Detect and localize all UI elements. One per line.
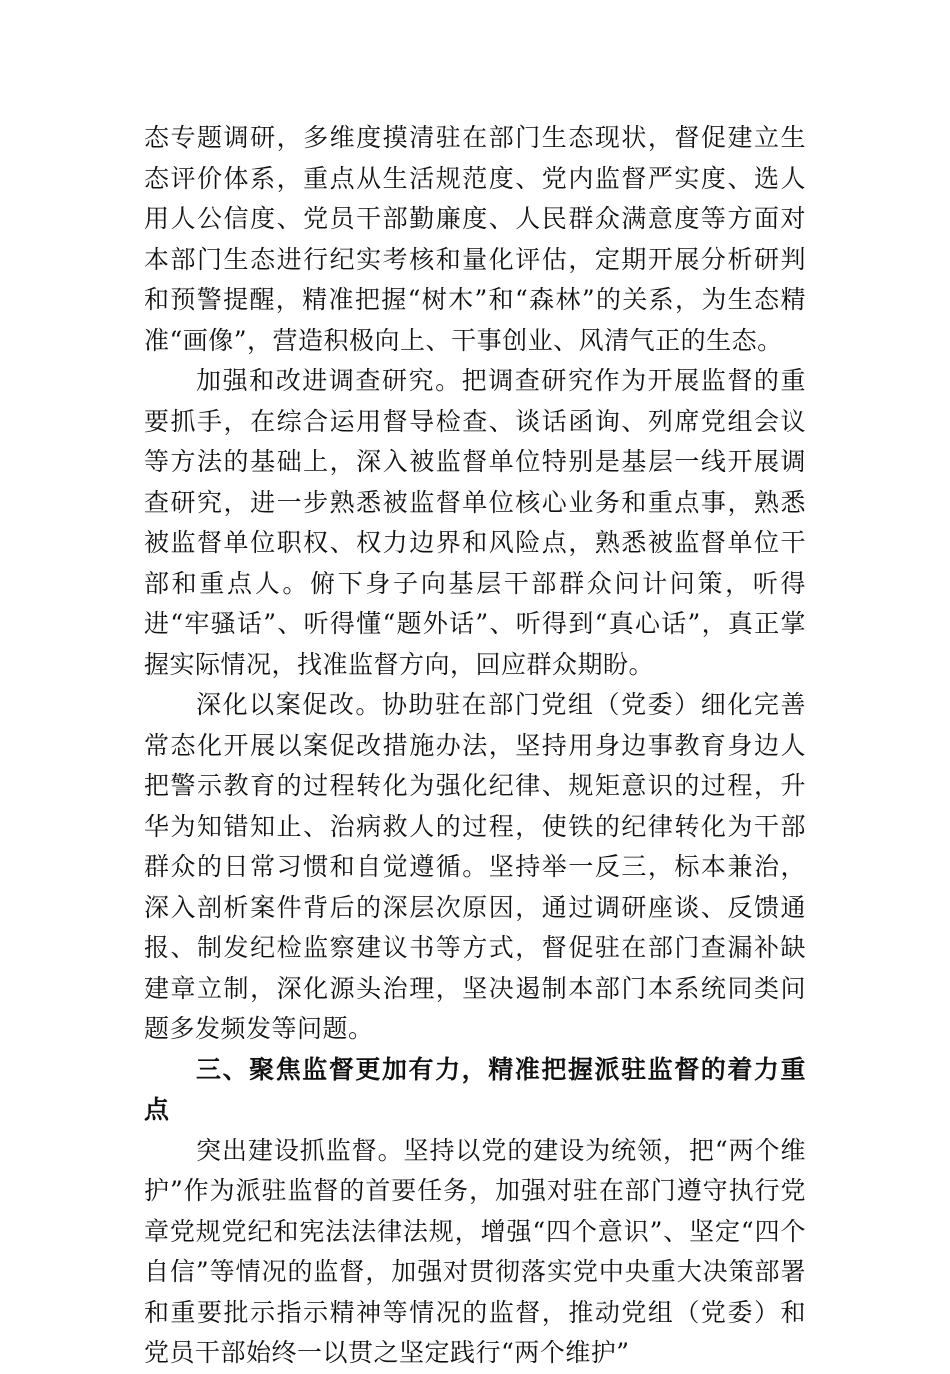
paragraph-ecology-survey: 态专题调研，多维度摸清驻在部门生态现状，督促建立生态评价体系，重点从生活规范度、党内监督严实度、选人用人公信度、党员干部勤廉度、人民群众满意度等方面对本部门生态进行纪实考核和量化评估，定期开展分析研判和预警提醒，精准把握“树木”和“森林”的关系，为生态精准“画像”，营造积极向上、干事创业、风清气正的生态。 [144,123,806,355]
section-heading-three: 三、聚焦监督更加有力，精准把握派驻监督的着力重点 [144,1054,806,1124]
paragraph-party-building-supervision: 突出建设抓监督。坚持以党的建设为统领，把“两个维护”作为派驻监督的首要任务，加强对驻在部门遵守执行党章党规党纪和宪法法律法规，增强“四个意识”、坚定“四个自信”等情况的监督，加强对贯彻落实党中央重大决策部署和重要批示指示精神等情况的监督，推动党组（党委）和党员干部始终一以贯之坚定践行“两个维护” [144,1135,806,1367]
document-body [144,118,806,1374]
paragraph-case-reform: 深化以案促改。协助驻在部门党组（党委）细化完善常态化开展以案促改措施办法，坚持用身边事教育身边人把警示教育的过程转化为强化纪律、规矩意识的过程，升华为知错知止、治病救人的过程，使铁的纪律转化为干部群众的日常习惯和自觉遵循。坚持举一反三，标本兼治，深入剖析案件背后的深层次原因，通过调研座谈、反馈通报、制发纪检监察建议书等方式，督促驻在部门查漏补缺建章立制，深化源头治理，坚决遏制本部门本系统同类问题多发频发等问题。 [144,690,806,1043]
paragraph-investigation-research: 加强和改进调查研究。把调查研究作为开展监督的重要抓手，在综合运用督导检查、谈话函询、列席党组会议等方法的基础上，深入被监督单位特别是基层一线开展调查研究，进一步熟悉被监督单位核心业务和重点事，熟悉被监督单位职权、权力边界和风险点，熟悉被监督单位干部和重点人。俯下身子向基层干部群众问计问策，听得进“牢骚话”、听得懂“题外话”、听得到“真心话”，真正掌握实际情况，找准监督方向，回应群众期盼。 [144,366,806,679]
